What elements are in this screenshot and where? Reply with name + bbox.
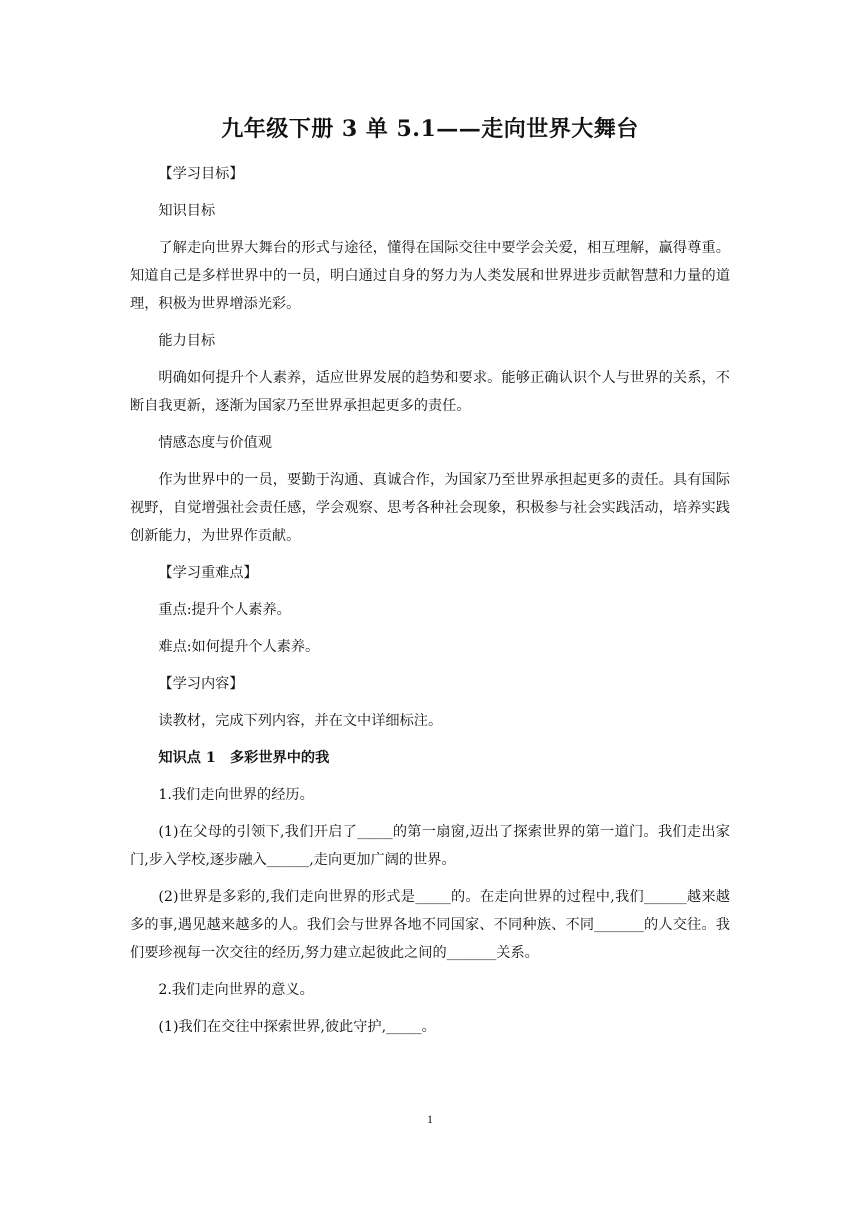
item-2-1-paragraph: (1)我们在交往中探索世界,彼此守护,_____。	[158, 1019, 436, 1035]
section-heading-learning-goals: 【学习目标】	[158, 166, 244, 182]
section-heading-key-points: 【学习重难点】	[158, 565, 258, 581]
item-1-heading: 1.我们走向世界的经历。	[158, 787, 314, 803]
page-number: 1	[427, 1112, 433, 1126]
item-1-1-paragraph: (1)在父母的引领下,我们开启了_____的第一扇窗,迈出了探索世界的第一道门。我们走出家门,步入学校,逐步融入______,走向更加广阔的世界。	[130, 824, 730, 868]
paragraph-ability-goals: 明确如何提升个人素养，适应世界发展的趋势和要求。能够正确认识个人与世界的关系，不断自我更新，逐渐为国家乃至世界承担起更多的责任。	[130, 370, 730, 414]
subheading-ability-goals: 能力目标	[158, 333, 216, 349]
item-1-2-paragraph: (2)世界是多彩的,我们走向世界的形式是_____的。在走向世界的过程中,我们______越来越多的事,遇见越来越多的人。我们会与世界各地不同国家、不同种族、不同_______的人交往。我们要珍视每一次交往的经历,努力建立起彼此之间的_______关系。	[130, 889, 730, 961]
paragraph-knowledge-goals: 了解走向世界大舞台的形式与途径，懂得在国际交往中要学会关爱，相互理解，赢得尊重。知道自己是多样世界中的一员，明白通过自身的努力为人类发展和世界进步贡献智慧和力量的道理，积极为世界增添光彩。	[130, 240, 730, 312]
paragraph-difficult-point: 难点:如何提升个人素养。	[158, 639, 320, 655]
paragraph-key-point: 重点:提升个人素养。	[158, 602, 291, 618]
page-title: 九年级下册 3 单 5.1——走向世界大舞台	[221, 116, 639, 142]
subheading-knowledge-goals: 知识目标	[158, 203, 216, 219]
document-body	[130, 160, 730, 1050]
item-2-heading: 2.我们走向世界的意义。	[158, 982, 314, 998]
knowledge-point-1-heading: 知识点 1 多彩世界中的我	[158, 750, 330, 766]
section-heading-learning-content: 【学习内容】	[158, 676, 244, 692]
paragraph-instructions: 读教材，完成下列内容，并在文中详细标注。	[158, 713, 443, 729]
subheading-values: 情感态度与价值观	[158, 435, 272, 451]
paragraph-values: 作为世界中的一员，要勤于沟通、真诚合作，为国家乃至世界承担起更多的责任。具有国际视野，自觉增强社会责任感，学会观察、思考各种社会现象，积极参与社会实践活动，培养实践创新能力，为世界作贡献。	[130, 472, 730, 544]
